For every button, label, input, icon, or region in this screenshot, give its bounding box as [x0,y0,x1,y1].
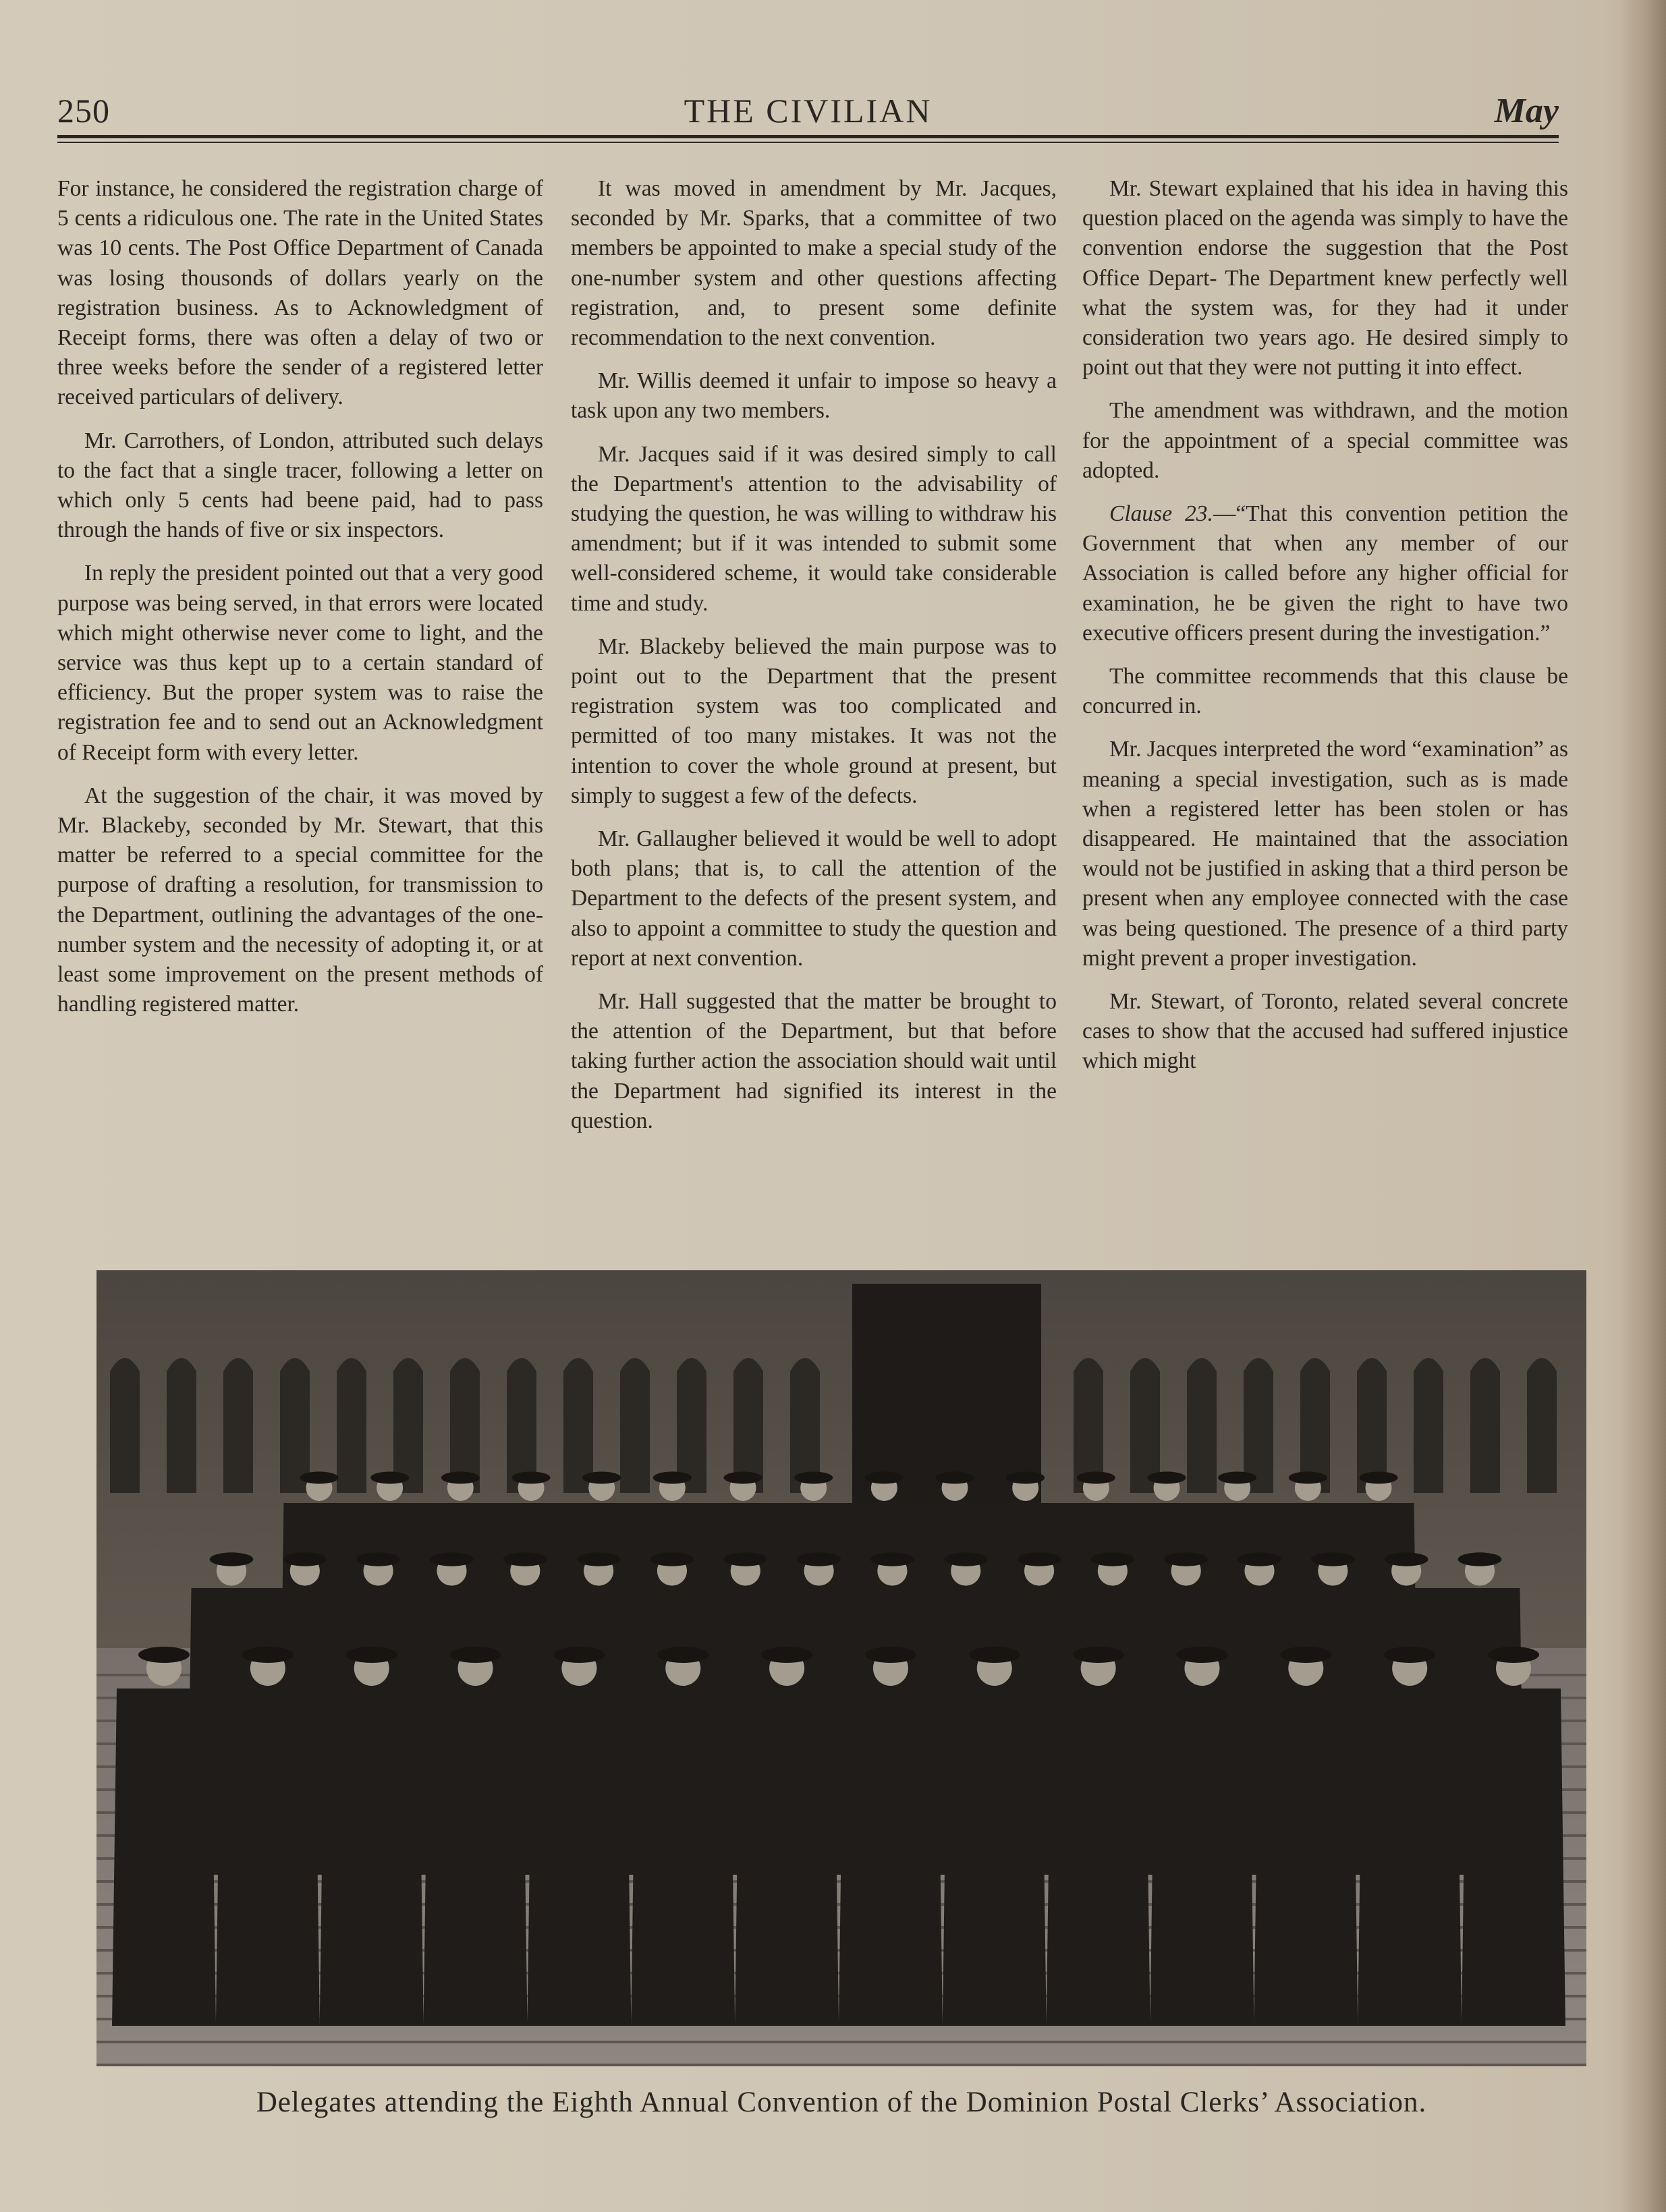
paragraph: It was moved in amendment by Mr. Jacques, seconded by Mr. Sparks, that a committee of two members be appointed to make a special study of the one-number system and other questions affecting registration, and, to present some definite recommendation to the next convention. [571,176,1057,351]
page-header [57,84,1559,132]
text-column-1 [57,174,543,1033]
clause-paragraph [1082,499,1568,648]
paragraph: In reply the president pointed out that a very good purpose was being served, in that errors were located which might otherwise never come to light, and the service was thus kept up to a certain standard of efficiency. But the proper system was to raise the registration fee and to send out an Acknowledgment of Receipt form with every letter. [57,561,543,765]
clause-text: —“That this convention petition the Government that when any member of our Association is called before any higher official for examination, he be given the right to have two executive officers present during the investigation.” [1082,501,1568,646]
paragraph: Mr. Stewart, of Toronto, related several concrete cases to show that the accused had suffered injustice which might [1082,989,1568,1074]
paragraph: Mr. Gallaugher believed it would be well to adopt both plans; that is, to call the attention of the Department to the defects of the present system, and also to appoint a committee to study the question and report at next convention. [571,826,1057,971]
delegate-figure [735,1647,839,2026]
paragraph: At the suggestion of the chair, it was moved by Mr. Blackeby, seconded by Mr. Stewart, that this matter be referred to a special committee for the purpose of drafting a resolution, for transmission to the Department, outlining the advantages of the one-number system and the necessity of adopting it, or at least some improvement on the present methods of handling registered matter. [57,783,543,1017]
photo-image [96,1270,1586,2066]
delegate-figure [1047,1647,1150,2026]
clause-label: Clause 23. [1109,501,1213,527]
paragraph: Mr. Stewart explained that his idea in having this question placed on the agenda was simply to have the convention endorse the suggestion that the Post Office Depart- The Department knew perfectly well what the system was, for they had it under consideration two years ago. He desired simply to point out that they were not putting it into effect. [1082,176,1568,380]
paragraph: The amendment was withdrawn, and the motion for the appointment of a special committee was adopted. [1082,398,1568,483]
group-photograph [96,1270,1586,2066]
delegate-figure [112,1647,216,2026]
delegate-figure [424,1647,528,2026]
delegate-figure [943,1647,1047,2026]
paragraph: Mr. Carrothers, of London, attributed such delays to the fact that a single tracer, following a letter on which only 5 cents had beene paid, had to pass through the hands of five or six inspectors. [57,428,543,543]
header-rule-thick [57,135,1559,138]
header-rule-thin [57,142,1559,143]
delegate-figure [216,1647,320,2026]
delegate-figure [527,1647,631,2026]
paragraph: Mr. Willis deemed it unfair to impose so heavy a task upon any two members. [571,368,1057,424]
delegate-figure [1150,1647,1254,2026]
page-edge-shadow [1619,0,1666,2212]
delegate-figure [839,1647,943,2026]
delegate-figure [631,1647,735,2026]
text-column-2 [571,174,1057,1150]
delegate-figure [1462,1647,1565,2026]
paragraph: Mr. Blackeby believed the main purpose was to point out to the Department that the present registration system was too complicated and permitted of too many mistakes. It was not the intention to cover the whole ground at present, but simply to suggest a few of the defects. [571,633,1057,808]
delegate-figure [320,1647,424,2026]
journal-title: THE CIVILIAN [684,92,933,130]
paragraph: For instance, he considered the registration charge of 5 cents a ridiculous one. The rate in the United States was 10 cents. The Post Office Department of Canada was losing thousonds of dollars yearly on the registration business. As to Acknowledgment of Receipt forms, there was often a delay of two or three weeks before the sender of a registered letter received particulars of delivery. [57,176,543,410]
issue-month: May [1494,92,1559,130]
photo-caption: Delegates attending the Eighth Annual Convention of the Dominion Postal Clerks’ Association. [256,2087,1427,2118]
delegate-figure [1254,1647,1358,2026]
delegate-figure [1358,1647,1462,2026]
paragraph: Mr. Hall suggested that the matter be brought to the attention of the Department, but that before taking further action the association should wait until the Department had signified its interest in the question. [571,989,1057,1133]
paragraph: Mr. Jacques said if it was desired simply to call the Department's attention to the advisability of studying the question, he was willing to withdraw his amendment; but if it was intended to submit some well-considered scheme, it would take considerable time and study. [571,441,1057,616]
paragraph: Mr. Jacques interpreted the word “examination” as meaning a special investigation, such as is made when a registered letter has been stolen or has disappeared. He maintained that the association would not be justified in asking that a third person be present when any employee connected with the case was being questioned. The presence of a third party might prevent a proper investigation. [1082,737,1568,971]
paragraph: The committee recommends that this clause be concurred in. [1082,664,1568,719]
text-column-3 [1082,174,1568,1090]
page-number: 250 [57,92,110,130]
